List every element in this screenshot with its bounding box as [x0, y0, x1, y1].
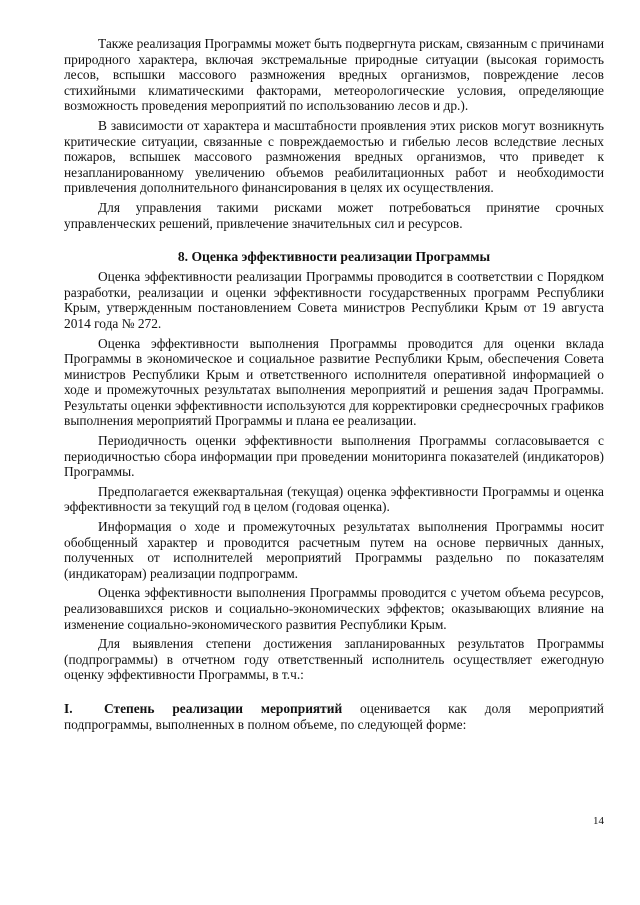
- list-item-number: I.: [64, 700, 73, 716]
- list-item-text: оценивается как доля мероприятий подпрограммы, выполненных в полном объеме, по следующей форме:: [64, 700, 604, 732]
- page-number: 14: [593, 815, 604, 827]
- paragraph-risk-management: Для управления такими рисками может потребоваться принятие срочных управленческих решений, привлечение значительных сил и ресурсов.: [64, 199, 604, 231]
- paragraph-interim-information: Информация о ходе и промежуточных результатах выполнения Программы носит обобщенный характер и проводится расчетным путем на основе первичных данных, полученных от исполнителей мероприятий Программы раздельно по показателям (индикаторам) реализации подпрограмм.: [64, 519, 604, 581]
- paragraph-evaluation-purpose: Оценка эффективности выполнения Программы проводится для оценки вклада Программы в экономическое и социальное развитие Республики Крым, обеспечения Совета министров Республики Крым и ответственного исполнителя оперативной информацией о ходе и промежуточных результатах выполнения мероприятий и решения задач Программы. Результаты оценки эффективности используются для корректировки среднесрочных графиков выполнения мероприятий Программы и плана ее реализации.: [64, 335, 604, 429]
- paragraph-evaluation-periodicity: Периодичность оценки эффективности выполнения Программы согласовывается с периодичностью сбора информации при проведении мониторинга показателей (индикаторов) Программы.: [64, 433, 604, 480]
- paragraph-resources-risks: Оценка эффективности выполнения Программы проводится с учетом объема ресурсов, реализовавшихся рисков и социально-экономических эффектов; оказывающих влияние на изменение социально-экономического развития Республики Крым.: [64, 585, 604, 632]
- paragraph-risks-natural: Также реализация Программы может быть подвергнута рискам, связанным с причинами природного характера, включая экстремальные природные ситуации (высокая горимость лесов, вспышки массового размножения вредных организмов, повреждение лесов стихийными климатическими факторами, метеорологические условия, определяющие возможность проведения мероприятий по использованию лесов и др.).: [64, 36, 604, 114]
- paragraph-risks-critical: В зависимости от характера и масштабности проявления этих рисков могут возникнуть критические ситуации, связанные с повреждаемостью и гибелью лесов вследствие лесных пожаров, вспышек массового размножения вредных организмов, что приведет к незапланированному увеличению объемов реабилитационных работ и необходимости привлечения дополнительного финансирования в целях их осуществления.: [64, 117, 604, 196]
- paragraph-quarterly-evaluation: Предполагается ежеквартальная (текущая) оценка эффективности Программы и оценка эффективности за текущий год в целом (годовая оценка).: [64, 483, 604, 515]
- list-item-one: [64, 701, 604, 732]
- list-item-bold-text: Степень реализации мероприятий: [104, 700, 343, 716]
- section-heading: 8. Оценка эффективности реализации Программы: [177, 249, 491, 265]
- paragraph-evaluation-order: Оценка эффективности реализации Программы проводится в соответствии с Порядком разработки, реализации и оценки эффективности государственных программ Республики Крым, утвержденным постановлением Совета министров Республики Крым от 19 августа 2014 года № 272.: [64, 269, 604, 331]
- paragraph-annual-evaluation: Для выявления степени достижения запланированных результатов Программы (подпрограммы) в отчетном году ответственный исполнитель осуществляет ежегодную оценку эффективности Программы, в т.ч.:: [64, 636, 604, 683]
